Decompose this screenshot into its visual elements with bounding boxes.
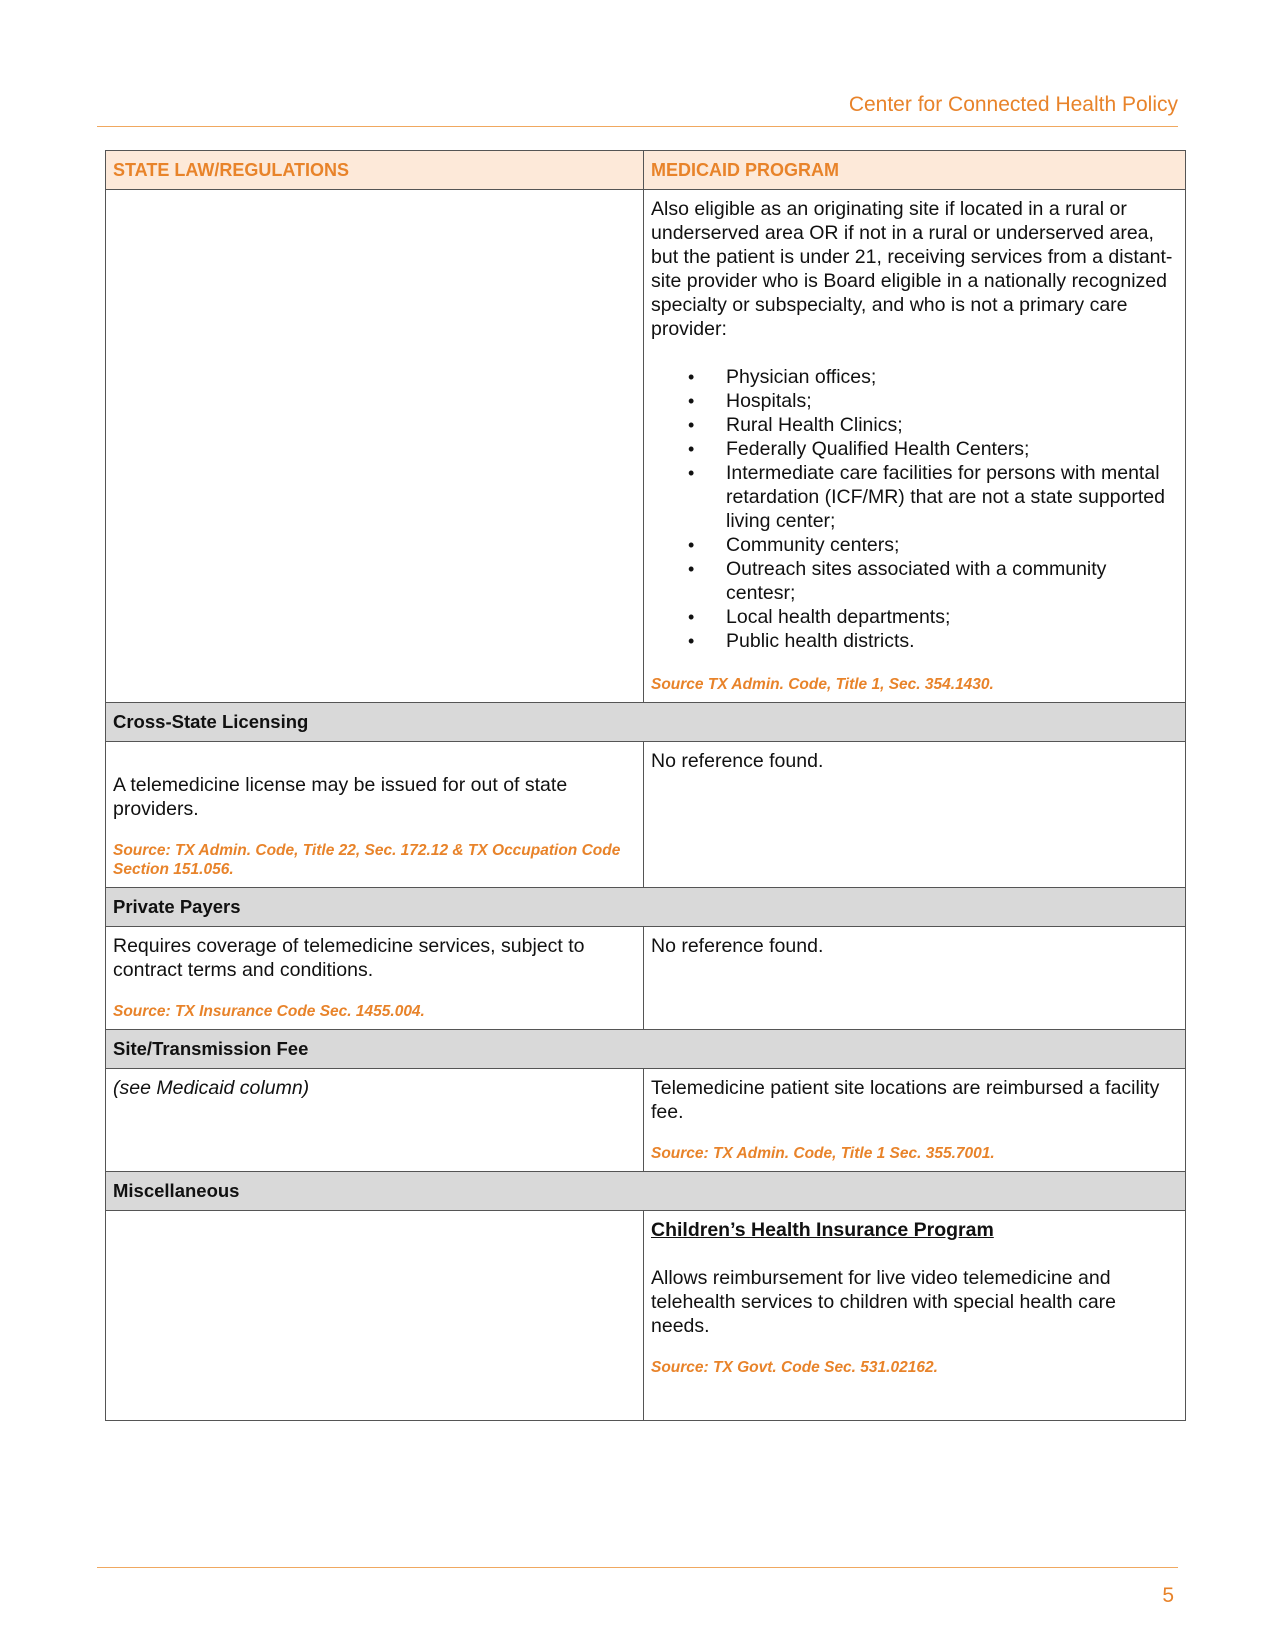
cross-state-medicaid-text: No reference found. bbox=[651, 750, 824, 772]
section-row-site-fee bbox=[106, 1030, 1186, 1069]
site-fee-medicaid-cell bbox=[644, 1069, 1186, 1172]
header-rule bbox=[97, 126, 1178, 127]
medicaid-originating-cell bbox=[644, 190, 1186, 703]
section-title-site-fee: Site/Transmission Fee bbox=[113, 1038, 309, 1059]
page-number: 5 bbox=[1162, 1584, 1174, 1607]
site-fee-medicaid-text: Telemedicine patient site locations are reimbursed a facility fee. bbox=[651, 1077, 1160, 1123]
list-item: • Public health districts. bbox=[726, 629, 1178, 653]
section-row-cross-state bbox=[106, 703, 1186, 742]
private-payers-state-source: Source: TX Insurance Code Sec. 1455.004. bbox=[113, 1003, 425, 1020]
section-row-private-payers bbox=[106, 888, 1186, 927]
originating-intro: Also eligible as an originating site if located in a rural or underserved area OR if not in a rural or underserved area, but the patient is under 21, receiving services from a distant-site provider who is Board eligible in a nationally recognized specialty or subspecialty, and who is not a primary care provider: bbox=[651, 198, 1173, 340]
originating-source: Source TX Admin. Code, Title 1, Sec. 354.1430. bbox=[651, 676, 994, 693]
medicaid-column-label: MEDICAID PROGRAM bbox=[651, 160, 839, 180]
site-fee-state-cell bbox=[106, 1069, 644, 1172]
private-payers-medicaid-cell bbox=[644, 927, 1186, 1030]
misc-state-cell-empty bbox=[106, 1211, 644, 1421]
section-title-private-payers: Private Payers bbox=[113, 896, 241, 917]
section-header bbox=[106, 888, 1186, 927]
site-fee-medicaid-source: Source: TX Admin. Code, Title 1 Sec. 355.7001. bbox=[651, 1145, 995, 1162]
section-row-misc bbox=[106, 1172, 1186, 1211]
misc-medicaid-cell bbox=[644, 1211, 1186, 1421]
section-header bbox=[106, 1030, 1186, 1069]
list-item: • Federally Qualified Health Centers; bbox=[726, 437, 1178, 461]
medicaid-column-header bbox=[644, 151, 1186, 190]
private-payers-row bbox=[106, 927, 1186, 1030]
list-item: • Intermediate care facilities for persons with mental retardation (ICF/MR) that are not a state supported living center; bbox=[726, 461, 1178, 533]
private-payers-state-cell bbox=[106, 927, 644, 1030]
cross-state-row bbox=[106, 742, 1186, 888]
footer-rule bbox=[97, 1567, 1178, 1568]
policy-table bbox=[105, 150, 1186, 1421]
list-item: • Physician offices; bbox=[726, 365, 1178, 389]
state-cell-empty bbox=[106, 190, 644, 703]
cross-state-state-source: Source: TX Admin. Code, Title 22, Sec. 172.12 & TX Occupation Code Section 151.056. bbox=[113, 842, 621, 878]
cross-state-medicaid-cell bbox=[644, 742, 1186, 888]
section-title-misc: Miscellaneous bbox=[113, 1180, 240, 1201]
list-item: • Outreach sites associated with a community centesr; bbox=[726, 557, 1178, 605]
list-item: • Hospitals; bbox=[726, 389, 1178, 413]
section-header bbox=[106, 703, 1186, 742]
section-title-cross-state: Cross-State Licensing bbox=[113, 711, 309, 732]
state-column-header bbox=[106, 151, 644, 190]
originating-site-list bbox=[651, 365, 1178, 653]
list-item: • Local health departments; bbox=[726, 605, 1178, 629]
private-payers-state-text: Requires coverage of telemedicine services, subject to contract terms and conditions. bbox=[113, 935, 585, 981]
private-payers-medicaid-text: No reference found. bbox=[651, 935, 824, 957]
section-header bbox=[106, 1172, 1186, 1211]
list-item: • Rural Health Clinics; bbox=[726, 413, 1178, 437]
chip-heading: Children’s Health Insurance Program bbox=[651, 1219, 994, 1241]
cross-state-state-cell bbox=[106, 742, 644, 888]
state-column-label: STATE LAW/REGULATIONS bbox=[113, 160, 349, 180]
originating-sites-row bbox=[106, 190, 1186, 703]
header-title: Center for Connected Health Policy bbox=[848, 93, 1178, 116]
list-item: • Community centers; bbox=[726, 533, 1178, 557]
cross-state-state-text: A telemedicine license may be issued for out of state providers. bbox=[113, 774, 568, 820]
chip-text: Allows reimbursement for live video telemedicine and telehealth services to children with special health care needs. bbox=[651, 1267, 1117, 1337]
site-fee-state-text: (see Medicaid column) bbox=[113, 1077, 310, 1099]
column-header-row bbox=[106, 151, 1186, 190]
misc-row bbox=[106, 1211, 1186, 1421]
site-fee-row bbox=[106, 1069, 1186, 1172]
chip-source: Source: TX Govt. Code Sec. 531.02162. bbox=[651, 1359, 938, 1376]
